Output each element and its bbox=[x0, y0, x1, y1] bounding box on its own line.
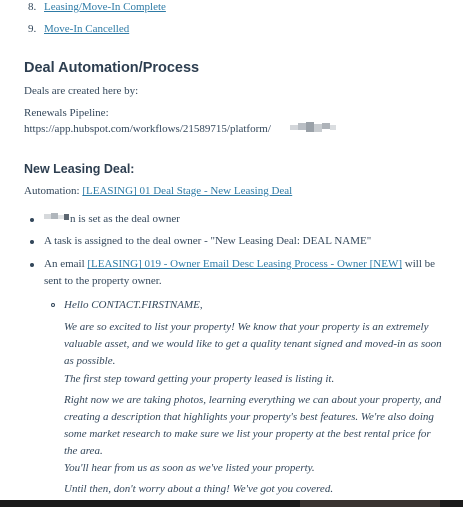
email-suffix: will be sent to the property owner. bbox=[44, 258, 436, 287]
intro-text: Deals are created here by: bbox=[24, 85, 139, 97]
bullet-email bbox=[44, 256, 444, 290]
redaction-pixels bbox=[290, 122, 340, 134]
email-paragraph: The first step toward getting your property leased is listing it. bbox=[64, 373, 335, 385]
redaction-pixels bbox=[44, 212, 70, 222]
bottom-image-strip bbox=[0, 500, 463, 507]
section-heading: Deal Automation/Process bbox=[24, 60, 200, 76]
subsection-heading: New Leasing Deal: bbox=[24, 162, 135, 176]
automation-workflow-link[interactable]: [LEASING] 01 Deal Stage - New Leasing Deal bbox=[82, 185, 293, 197]
pipeline-label: Renewals Pipeline: bbox=[24, 107, 109, 119]
sub-bullet-circle bbox=[51, 303, 55, 307]
list-item bbox=[28, 1, 166, 13]
automation-prefix: Automation: bbox=[24, 185, 83, 197]
list-item bbox=[28, 23, 129, 35]
email-paragraph: Right now we are taking photos, learning everything we can about your property, and creating a description that highlights your property's best features. We're also doing some market research to make sure we list your property at the best rental price for the area. bbox=[64, 394, 442, 457]
redacted-name bbox=[44, 211, 70, 228]
bullet-dot bbox=[30, 240, 34, 244]
pipeline-url-line bbox=[24, 122, 340, 137]
bullet-dot bbox=[30, 263, 34, 267]
stage-link-move-in-cancelled[interactable]: Move-In Cancelled bbox=[44, 23, 130, 35]
stage-link-leasing-move-in-complete[interactable]: Leasing/Move-In Complete bbox=[44, 1, 166, 13]
email-paragraph: You'll hear from us as soon as we've listed your property. bbox=[64, 462, 315, 474]
pipeline-url: https://app.hubspot.com/workflows/21589715/platform/ bbox=[24, 123, 271, 136]
bullet-deal-owner bbox=[44, 211, 444, 228]
email-template-link[interactable]: [LEASING] 019 - Owner Email Desc Leasing Process - Owner [NEW] bbox=[87, 258, 403, 270]
email-paragraph: Until then, don't worry about a thing! We've got you covered. bbox=[64, 483, 334, 495]
email-prefix: An email bbox=[44, 258, 88, 270]
bullet-dot bbox=[30, 218, 34, 222]
image-strip-detail bbox=[300, 500, 440, 507]
email-paragraph: We are so excited to list your property! We know that your property is an extremely valuable asset, and we would like to get a quality tenant signed and moved-in as soon as possible. bbox=[64, 321, 442, 367]
owner-text: n is set as the deal owner bbox=[70, 213, 180, 226]
automation-line bbox=[24, 185, 292, 197]
bullet-task: A task is assigned to the deal owner - "New Leasing Deal: DEAL NAME" bbox=[44, 235, 372, 247]
email-greeting: Hello CONTACT.FIRSTNAME, bbox=[64, 299, 203, 311]
redacted-block bbox=[290, 122, 340, 137]
list-number: 8. bbox=[28, 1, 37, 13]
list-number: 9. bbox=[28, 23, 37, 35]
